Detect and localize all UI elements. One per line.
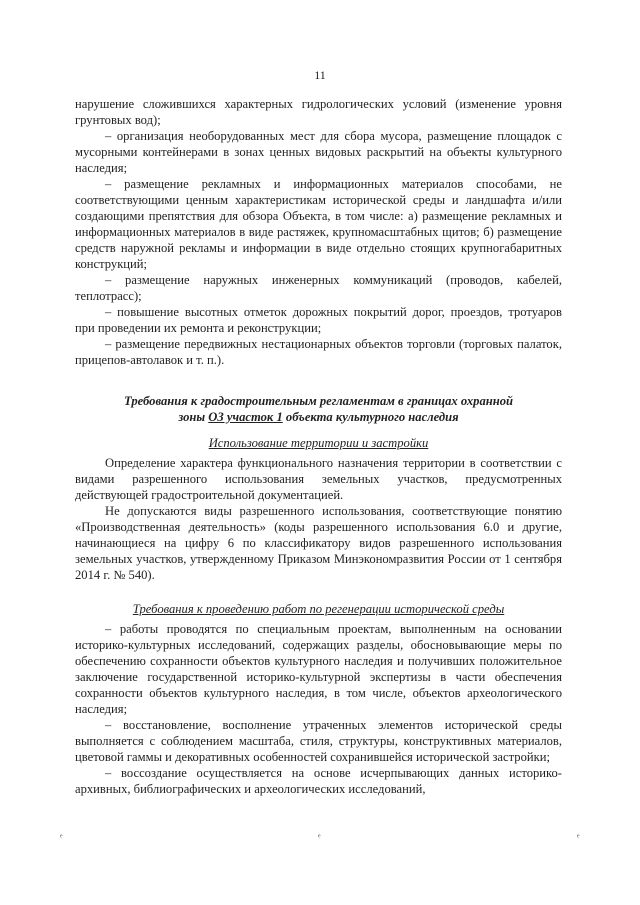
paragraph: – повышение высотных отметок дорожных покрытий дорог, проездов, тротуаров при проведении их ремонта и реконструкции; [75, 305, 562, 335]
scan-mark: ᵉ [318, 832, 321, 843]
section-heading [75, 393, 562, 425]
section-heading-zone: ОЗ участок 1 [208, 410, 283, 424]
subheading-regeneration: Требования к проведению работ по регенерации исторической среды [132, 602, 505, 616]
page-number: 11 [314, 68, 326, 82]
section-heading-text: объекта культурного наследия [282, 410, 459, 424]
scan-mark: ᵉ [60, 832, 63, 843]
section-heading-line-2 [75, 409, 562, 425]
section-heading-text: зоны [178, 410, 209, 424]
paragraph: – восстановление, восполнение утраченных элементов исторической среды выполняется с соблюдением масштаба, стиля, структуры, конструктивных материалов, цветовой гаммы и декоративных особенностей сохранившейся исторической застройки; [75, 718, 562, 764]
document-body [75, 96, 562, 797]
section-heading-line-1: Требования к градостроительным регламентам в границах охранной [123, 394, 514, 408]
paragraph: Не допускаются виды разрешенного использования, соответствующие понятию «Производственная деятельность» (коды разрешенного использования 6.0 и другие, начинающиеся на цифру 6 по классификатору видов разрешенного использования земельных участков, утвержденному Приказом Минэкономразвития России от 1 сентября 2014 г. № 540). [75, 504, 562, 582]
paragraph: нарушение сложившихся характерных гидрологических условий (изменение уровня грунтовых вод); [75, 97, 562, 127]
subheading-usage: Использование территории и застройки [208, 436, 429, 450]
paragraph: – размещение рекламных и информационных материалов способами, не соответствующими ценным характеристикам исторической среды и ландшафта и/или создающими препятствия для обзора Объекта, в том числе: а) размещение рекламных и информационных материалов в виде растяжек, крупномасштабных щитов; б) размещение средств наружной рекламы и информации в виде отдельно стоящих крупногабаритных конструкций; [75, 177, 562, 271]
paragraph: – работы проводятся по специальным проектам, выполненным на основании историко-культурных исследований, содержащих разделы, обосновывающие меры по обеспечению сохранности объектов культурного наследия и получивших положительное заключение государственной историко-культурной экспертизы в части обеспечения сохранности объектов культурного наследия, в том числе, объектов археологического наследия; [75, 622, 562, 716]
paragraph: – размещение передвижных нестационарных объектов торговли (торговых палаток, прицепов-автолавок и т. п.). [75, 337, 562, 367]
paragraph: Определение характера функционального назначения территории в соответствии с видами разрешенного использования земельных участков, предусмотренных действующей градостроительной документацией. [75, 456, 562, 502]
paragraph: – воссоздание осуществляется на основе исчерпывающих данных историко-архивных, библиографических и археологических исследований, [75, 766, 562, 796]
paragraph: – организация необорудованных мест для сбора мусора, размещение площадок с мусорными контейнерами в зонах ценных видовых раскрытий на объекты культурного наследия; [75, 129, 562, 175]
paragraph: – размещение наружных инженерных коммуникаций (проводов, кабелей, теплотрасс); [75, 273, 562, 303]
scan-mark: ᵉ [577, 832, 580, 843]
